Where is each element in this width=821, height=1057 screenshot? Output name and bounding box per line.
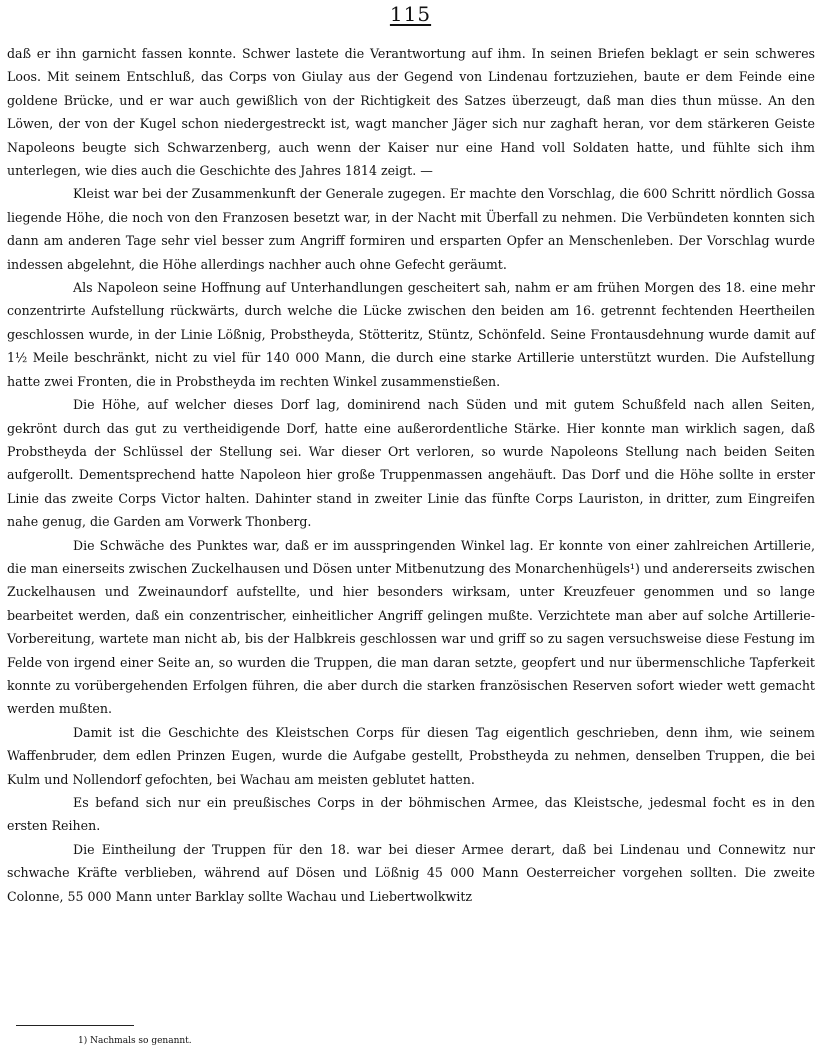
paragraph: Die Schwäche des Punktes war, daß er im ausspringenden Winkel lag. Er konnte von einer zahlreichen Artillerie, die man einerseits zwischen Zuckelhausen und Dösen unter Mitbenutzung des Monarchenhügels¹) und andererseits zwischen Zuckelhausen und Zweinaundorf aufstellte, und hier besonders wirksam, unter Kreuzfeuer genommen und so lange bearbeitet werden, daß ein conzentrischer, einheitlicher Angriff gelingen mußte. Verzichtete man aber auf solche Artillerie-Vorbereitung, wartete man nicht ab, bis der Halbkreis geschlossen war und griff so zu sagen versuchsweise diese Festung im Felde von irgend einer Seite an, so wurden die Truppen, die man daran setzte, geopfert und nur übermenschliche Tapferkeit konnte zu vorübergehenden Erfolgen führen, die aber durch die starken französischen Reserven sofort wieder wett gemacht werden mußten.	[7, 537, 815, 717]
paragraph: Die Eintheilung der Truppen für den 18. war bei dieser Armee derart, daß bei Lindenau und Connewitz nur schwache Kräfte verblieben, während auf Dösen und Lößnig 45 000 Mann Oesterreicher vorgehen sollten. Die zweite Colonne, 55 000 Mann unter Barklay sollte Wachau und Liebertwolkwitz	[7, 841, 815, 904]
paragraph: Als Napoleon seine Hoffnung auf Unterhandlungen gescheitert sah, nahm er am frühen Morgen des 18. eine mehr conzentrirte Aufstellung rückwärts, durch welche die Lücke zwischen den beiden am 16. getrennt fechtenden Heertheilen geschlossen wurde, in der Linie Lößnig, Probstheyda, Stötteritz, Stüntz, Schönfeld. Seine Frontausdehnung wurde damit auf 1½ Meile beschränkt, nicht zu viel für 140 000 Mann, die durch eine starke Artillerie unterstützt wurden. Die Aufstellung hatte zwei Fronten, die in Probstheyda im rechten Winkel zusammenstießen.	[7, 280, 815, 389]
paragraph: Die Höhe, auf welcher dieses Dorf lag, dominirend nach Süden und mit gutem Schußfeld nach allen Seiten, gekrönt durch das gut zu vertheidigende Dorf, hatte eine außerordentliche Stärke. Hier konnte man wirklich sagen, daß Probstheyda der Schlüssel der Stellung sei. War dieser Ort verloren, so wurde Napoleons Stellung nach beiden Seiten aufgerollt. Dementsprechend hatte Napoleon hier große Truppenmassen angehäuft. Das Dorf und die Höhe sollte in erster Linie das zweite Corps Victor halten. Dahinter stand in zweiter Linie das fünfte Corps Lauriston, in dritter, zum Eingreifen nahe genug, die Garden am Vorwerk Thonberg.	[7, 397, 815, 530]
paragraph: Kleist war bei der Zusammenkunft der Generale zugegen. Er machte den Vorschlag, die 600 Schritt nördlich Gossa liegende Höhe, die noch von den Franzosen besetzt war, in der Nacht mit Überfall zu nehmen. Die Verbündeten konnten sich dann am anderen Tage sehr viel besser zum Angriff formiren und ersparten Opfer an Menschenleben. Der Vorschlag wurde indessen abgelehnt, die Höhe allerdings nachher auch ohne Gefecht geräumt.	[7, 186, 815, 272]
page-number: 115	[389, 2, 432, 26]
footnote: 1) Nachmals so genannt.	[78, 1036, 192, 1046]
paragraph: Es befand sich nur ein preußisches Corps in der böhmischen Armee, das Kleistsche, jedesmal focht es in den ersten Reihen.	[7, 795, 815, 834]
footnote-divider	[16, 1025, 134, 1026]
body-text	[7, 42, 815, 908]
paragraph: Damit ist die Geschichte des Kleistschen Corps für diesen Tag eigentlich geschrieben, denn ihm, wie seinem Waffenbruder, dem edlen Prinzen Eugen, wurde die Aufgabe gestellt, Probstheyda zu nehmen, denselben Truppen, die bei Kulm und Nollendorf gefochten, bei Wachau am meisten geblutet hatten.	[7, 724, 815, 787]
paragraph: daß er ihn garnicht fassen konnte. Schwer lastete die Verantwortung auf ihm. In seinen Briefen beklagt er sein schweres Loos. Mit seinem Entschluß, das Corps von Giulay aus der Gegend von Lindenau fortzuziehen, baute er dem Feinde eine goldene Brücke, und er war auch gewißlich von der Richtigkeit des Satzes überzeugt, daß man dies thun müsse. An den Löwen, der von der Kugel schon niedergestreckt ist, wagt mancher Jäger sich nur zaghaft heran, vor dem stärkeren Geiste Napoleons beugte sich Schwarzenberg, auch wenn der Kaiser nur eine Hand voll Soldaten hatte, und fühlte sich ihm unterlegen, wie dies auch die Geschichte des Jahres 1814 zeigt. —	[7, 46, 815, 179]
